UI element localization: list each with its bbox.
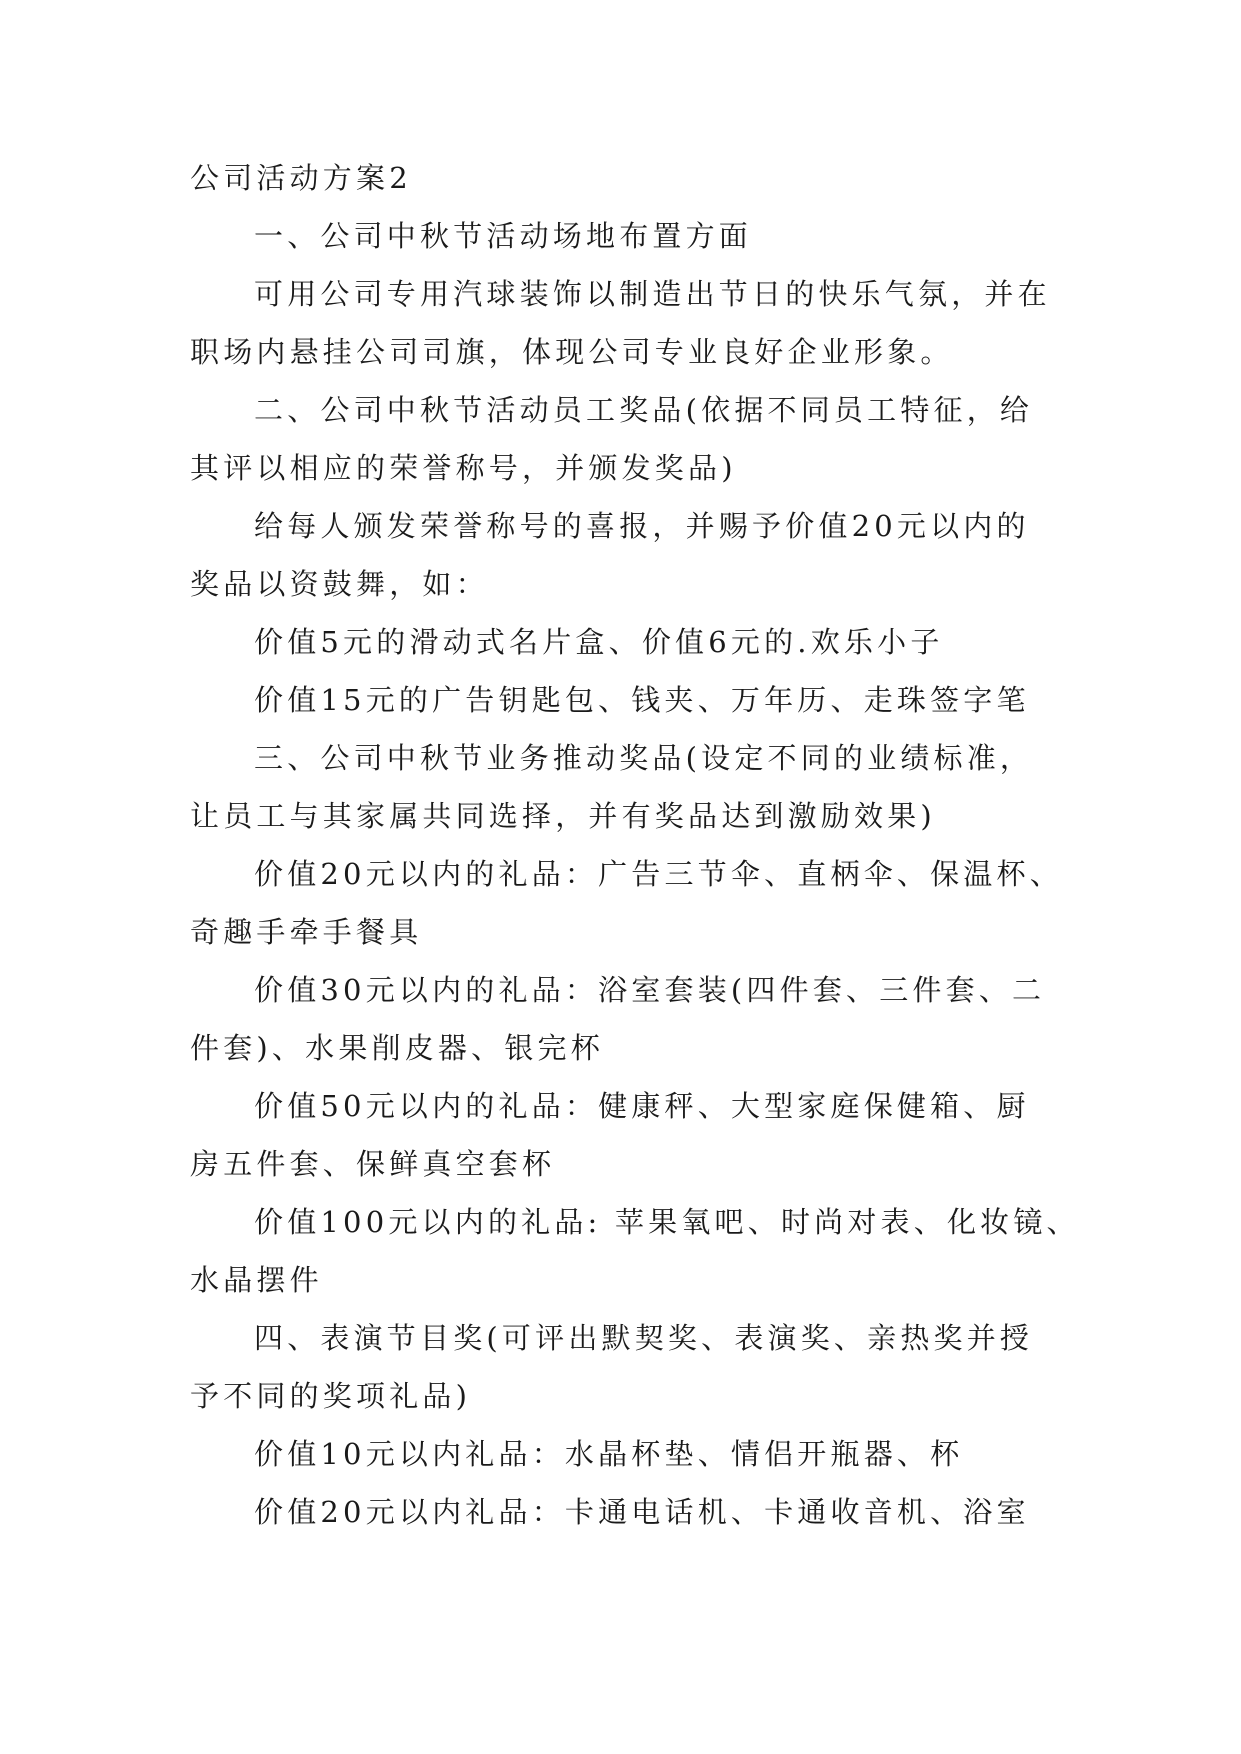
paragraph-line: 职场内悬挂公司司旗，体现公司专业良好企业形象。 bbox=[190, 335, 954, 369]
section-heading-1: 一、公司中秋节活动场地布置方面 bbox=[254, 219, 753, 253]
document-title: 公司活动方案2 bbox=[190, 161, 412, 195]
paragraph-line: 价值10元以内礼品：水晶杯垫、情侣开瓶器、杯 bbox=[254, 1437, 964, 1471]
paragraph-line: 奖品以资鼓舞，如： bbox=[190, 567, 489, 601]
paragraph-line: 价值20元以内的礼品：广告三节伞、直柄伞、保温杯、 bbox=[254, 857, 1063, 891]
paragraph-line: 价值20元以内礼品：卡通电话机、卡通收音机、浴室 bbox=[254, 1495, 1030, 1529]
paragraph-line: 其评以相应的荣誉称号，并颁发奖品) bbox=[190, 451, 737, 485]
paragraph-line: 价值5元的滑动式名片盒、价值6元的.欢乐小子 bbox=[254, 625, 944, 659]
paragraph-line: 价值15元的广告钥匙包、钱夹、万年历、走珠签字笔 bbox=[254, 683, 1030, 717]
paragraph-line: 价值100元以内的礼品: 苹果氧吧、时尚对表、化妆镜、 bbox=[254, 1205, 1080, 1239]
paragraph-line: 件套)、水果削皮器、银完杯 bbox=[190, 1031, 604, 1065]
paragraph-line: 价值30元以内的礼品：浴室套装(四件套、三件套、二 bbox=[254, 973, 1046, 1007]
section-heading-4: 四、表演节目奖(可评出默契奖、表演奖、亲热奖并授 bbox=[254, 1321, 1034, 1355]
section-heading-3: 三、公司中秋节业务推动奖品(设定不同的业绩标准， bbox=[254, 741, 1034, 775]
paragraph-line: 奇趣手牵手餐具 bbox=[190, 915, 423, 949]
paragraph-line: 予不同的奖项礼品) bbox=[190, 1379, 472, 1413]
paragraph-line: 水晶摆件 bbox=[190, 1263, 323, 1297]
paragraph-line: 房五件套、保鲜真空套杯 bbox=[190, 1147, 556, 1181]
paragraph-line: 让员工与其家属共同选择，并有奖品达到激励效果) bbox=[190, 799, 936, 833]
section-heading-2: 二、公司中秋节活动员工奖品(依据不同员工特征，给 bbox=[254, 393, 1034, 427]
paragraph-line: 可用公司专用汽球装饰以制造出节日的快乐气氛，并在 bbox=[254, 277, 1051, 311]
paragraph-line: 价值50元以内的礼品：健康秤、大型家庭保健箱、厨 bbox=[254, 1089, 1030, 1123]
paragraph-line: 给每人颁发荣誉称号的喜报，并赐予价值20元以内的 bbox=[254, 509, 1030, 543]
